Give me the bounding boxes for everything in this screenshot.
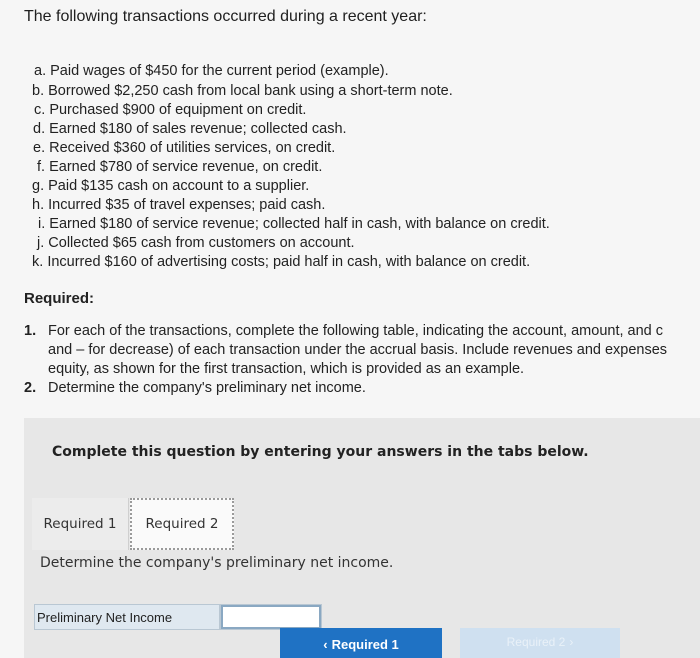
transaction-item: h. Incurred $35 of travel expenses; paid cash. xyxy=(32,197,326,213)
transaction-item: e. Received $360 of utilities services, on credit. xyxy=(33,140,336,156)
transaction-item: g. Paid $135 cash on account to a supplier. xyxy=(32,178,310,194)
tab-required-2[interactable]: Required 2 xyxy=(130,498,234,550)
next-required-button[interactable]: Required 2 › xyxy=(460,628,620,658)
tab-required-1[interactable]: Required 1 xyxy=(32,498,129,550)
transaction-item: j. Collected $65 cash from customers on account. xyxy=(37,235,355,251)
transaction-item: b. Borrowed $2,250 cash from local bank using a short-term note. xyxy=(32,83,453,99)
transaction-item: i. Earned $180 of service revenue; collected half in cash, with balance on credit. xyxy=(38,216,550,232)
net-income-label: Preliminary Net Income xyxy=(34,604,220,630)
required-line: Determine the company's preliminary net income. xyxy=(48,380,366,396)
instruction-text: Determine the company's preliminary net income. xyxy=(40,555,394,571)
transaction-item: c. Purchased $900 of equipment on credit. xyxy=(34,102,307,118)
required-item-2: 2. Determine the company's preliminary net income. xyxy=(24,379,700,398)
answer-panel xyxy=(24,418,700,658)
chevron-right-icon: › xyxy=(569,635,574,649)
required-line: For each of the transactions, complete the following table, indicating the account, amount, and c xyxy=(48,323,664,339)
transaction-item: f. Earned $780 of service revenue, on credit. xyxy=(37,159,323,175)
required-line: and – for decrease) of each transaction under the accrual basis. Include revenues and expenses xyxy=(48,342,668,358)
prev-required-button[interactable]: ‹ Required 1 xyxy=(280,628,442,658)
required-item-1: 1. For each of the transactions, complete the following table, indicating the account, amount, and c and – for decrease) of each transaction under the accrual basis. Include revenues and expenses equity, as shown for the first transaction, which is provided as an example. xyxy=(24,322,700,379)
transaction-item: a. Paid wages of $450 for the current period (example). xyxy=(34,63,389,79)
transaction-item: d. Earned $180 of sales revenue; collected cash. xyxy=(33,121,347,137)
net-income-input[interactable] xyxy=(220,604,322,630)
panel-heading: Complete this question by entering your answers in the tabs below. xyxy=(52,444,589,460)
required-heading: Required: xyxy=(24,290,95,307)
required-list xyxy=(24,322,700,398)
chevron-left-icon: ‹ xyxy=(323,637,328,652)
net-income-row xyxy=(34,604,322,630)
required-line: equity, as shown for the first transaction, which is provided as an example. xyxy=(48,361,525,377)
transaction-item: k. Incurred $160 of advertising costs; paid half in cash, with balance on credit. xyxy=(32,254,531,270)
intro-text: The following transactions occurred during a recent year: xyxy=(24,8,427,25)
tab-bar xyxy=(32,498,232,550)
